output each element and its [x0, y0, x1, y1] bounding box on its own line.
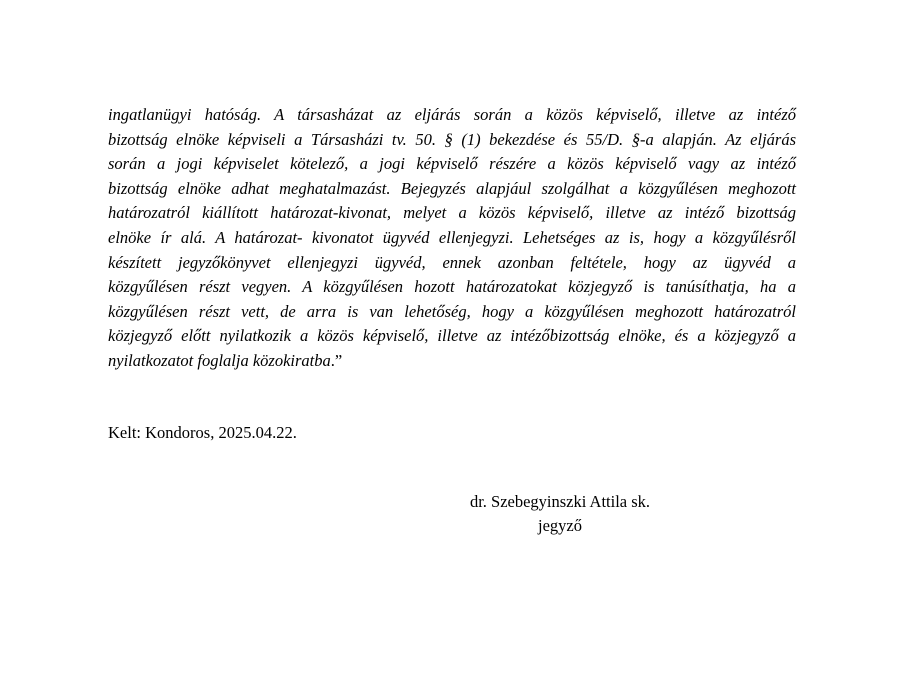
- issue-date-line: Kelt: Kondoros, 2025.04.22.: [108, 423, 297, 442]
- quote-line-10: közjegyző előtt nyilatkozik a közös képviselő, illetve az intézőbizottság elnöke, és a közjegyző a: [108, 326, 796, 346]
- quote-line-1: ingatlanügyi hatóság. A társasházat az eljárás során a közös képviselő, illetve az intéző: [108, 105, 796, 124]
- closing-quote-mark: .”: [330, 350, 343, 370]
- signature-block: [440, 490, 680, 538]
- quote-line-9: közgyűlésen részt vett, de arra is van lehetőség, hogy a közgyűlésen meghozott határozatról: [108, 301, 796, 321]
- signatory-name: dr. Szebegyinszki Attila sk.: [469, 492, 651, 511]
- quote-line-6: elnöke ír alá. A határozat- kivonatot ügyvéd ellenjegyzi. Lehetséges az is, hogy a közgyűlésről: [108, 227, 796, 247]
- quote-line-11: [108, 349, 796, 374]
- quote-line-7: készített jegyzőkönyvet ellenjegyzi ügyvéd, ennek azonban feltétele, hogy az ügyvéd a: [108, 252, 796, 272]
- quote-line-11-text: nyilatkozatot foglalja közokiratba: [108, 350, 331, 370]
- quote-line-3: során a jogi képviselet kötelező, a jogi képviselő részére a közös képviselő vagy az intéző: [108, 154, 796, 174]
- quote-line-5: határozatról kiállított határozat-kivonat, melyet a közös képviselő, illetve az intéző bizottság: [108, 203, 796, 223]
- quote-line-2: bizottság elnöke képviseli a Társasházi tv. 50. § (1) bekezdése és 55/D. §-a alapján. Az eljárás: [108, 129, 796, 149]
- quote-line-4: bizottság elnöke adhat meghatalmazást. Bejegyzés alapjául szolgálhat a közgyűlésen meghozott: [108, 178, 796, 198]
- signatory-title: jegyző: [538, 516, 582, 535]
- quoted-legal-text: [108, 103, 796, 374]
- quote-line-8: közgyűlésen részt vegyen. A közgyűlésen hozott határozatokat közjegyző is tanúsíthatja, ha a: [108, 277, 796, 297]
